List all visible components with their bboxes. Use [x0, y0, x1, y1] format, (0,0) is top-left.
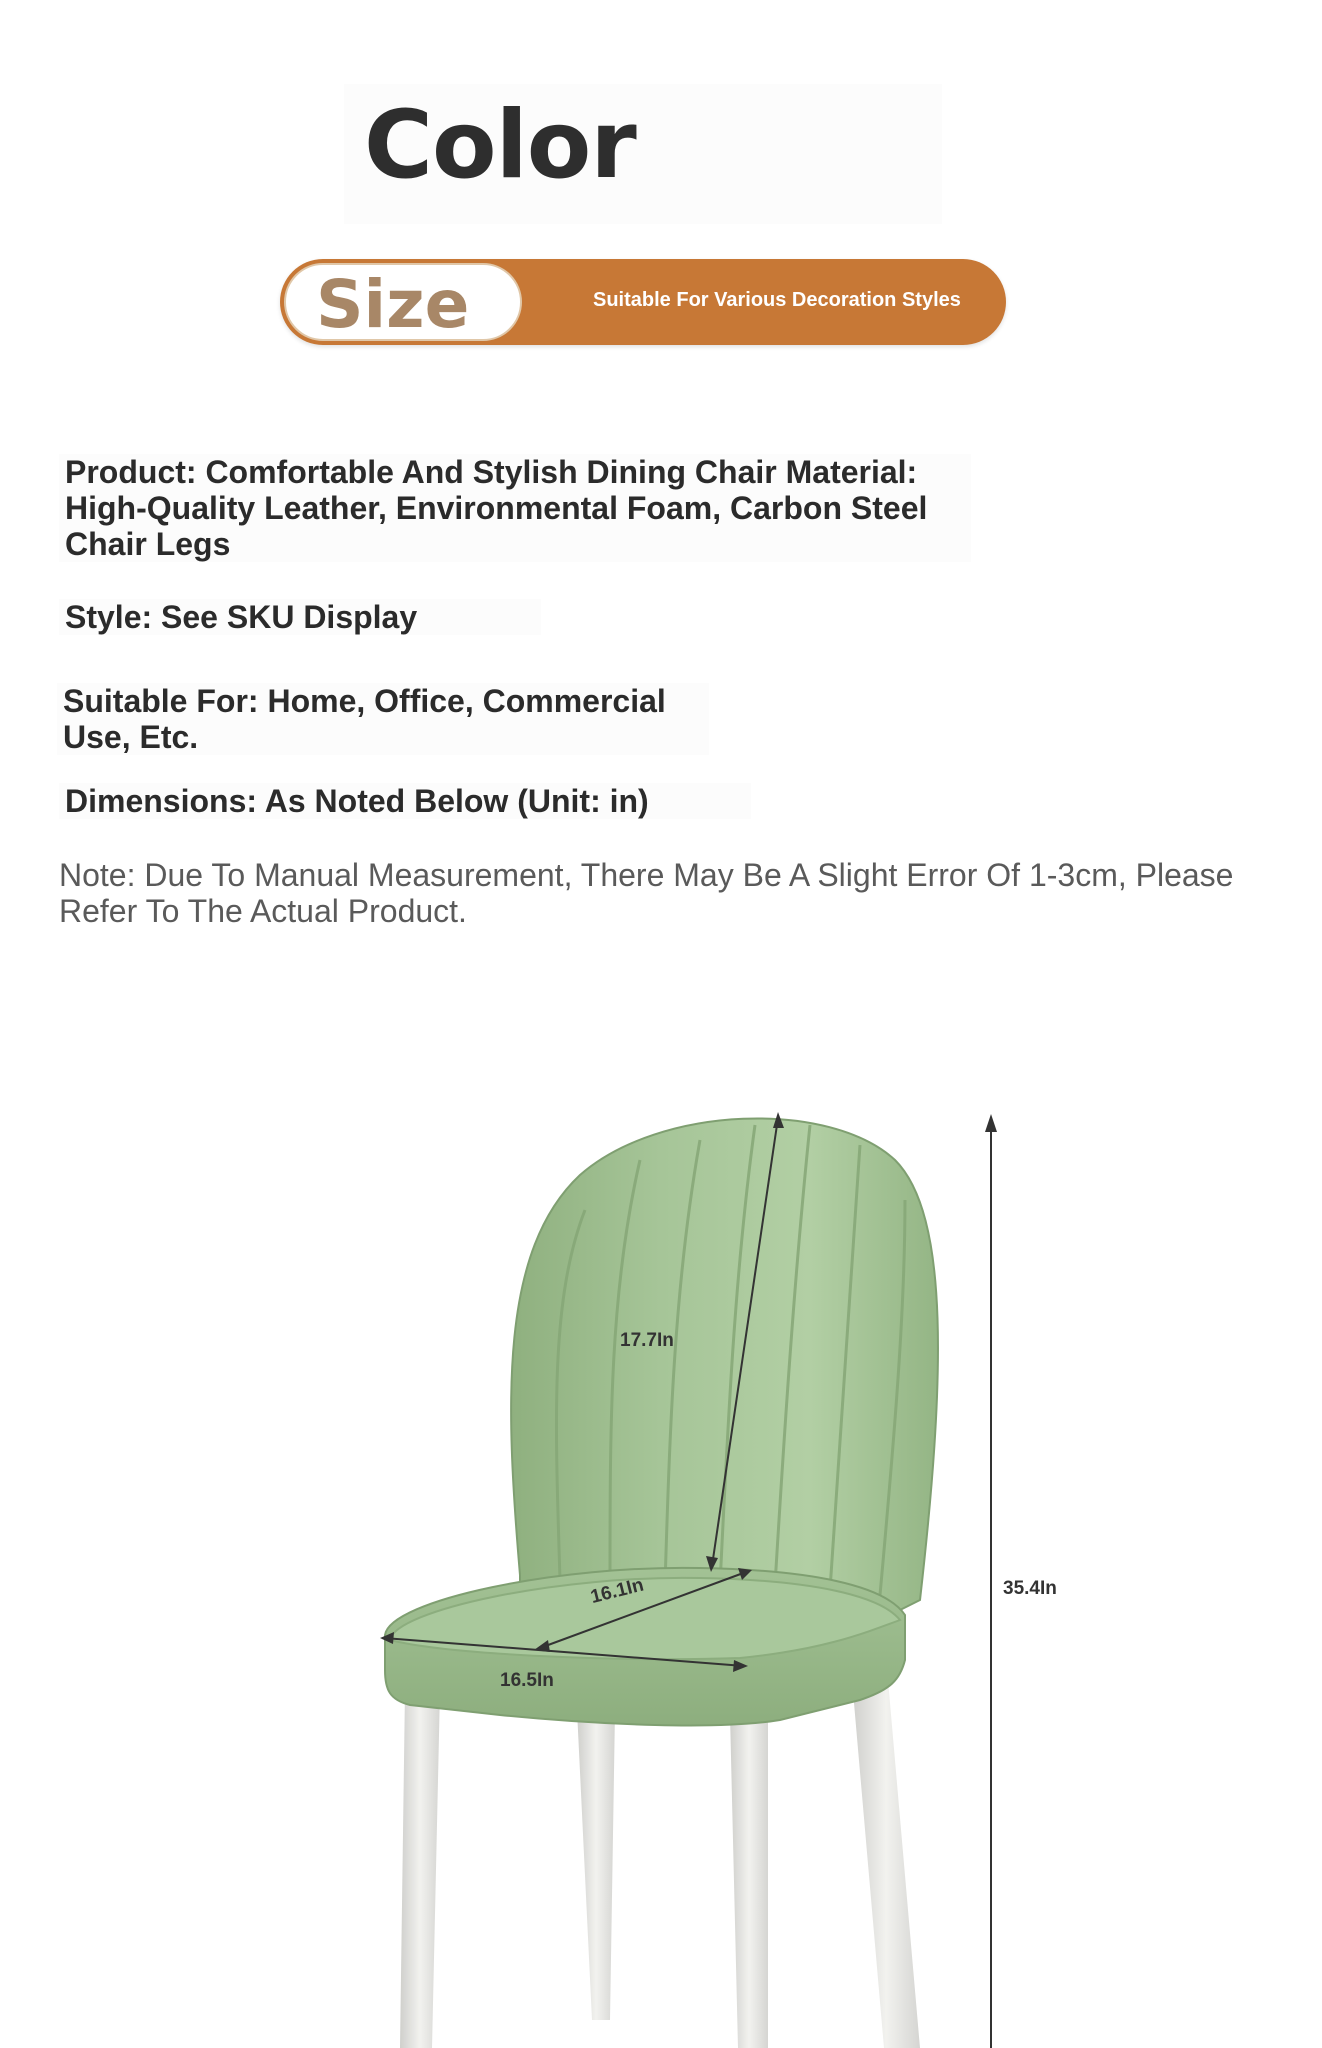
spec-dimensions: Dimensions: As Noted Below (Unit: in) — [59, 783, 751, 819]
dim-seat-width: 16.5In — [500, 1670, 554, 1691]
spec-style: Style: See SKU Display — [59, 599, 541, 635]
chair-illustration — [0, 1080, 1322, 2048]
page-title: Color — [364, 91, 636, 200]
dim-back-height: 17.7In — [620, 1330, 674, 1351]
measurement-note: Note: Due To Manual Measurement, There May Be A Slight Error Of 1-3cm, Please Refer To The Actual Product. — [59, 857, 1234, 929]
size-pill — [284, 263, 522, 341]
title-block — [344, 84, 942, 224]
spec-product: Product: Comfortable And Stylish Dining Chair Material: High-Quality Leather, Environmental Foam, Carbon Steel Chair Legs — [59, 454, 971, 562]
spec-suitable: Suitable For: Home, Office, Commercial Use, Etc. — [57, 683, 709, 755]
chair-seat — [385, 1568, 905, 1726]
size-heading: Size — [316, 266, 470, 343]
chair-legs — [400, 1680, 920, 2048]
dim-total-height: 35.4In — [1003, 1578, 1057, 1599]
dim-seat-depth: 16.1In — [588, 1574, 646, 1608]
banner-tagline: Suitable For Various Decoration Styles — [593, 289, 961, 311]
size-banner — [280, 259, 1006, 345]
chair-backrest — [511, 1118, 938, 1610]
